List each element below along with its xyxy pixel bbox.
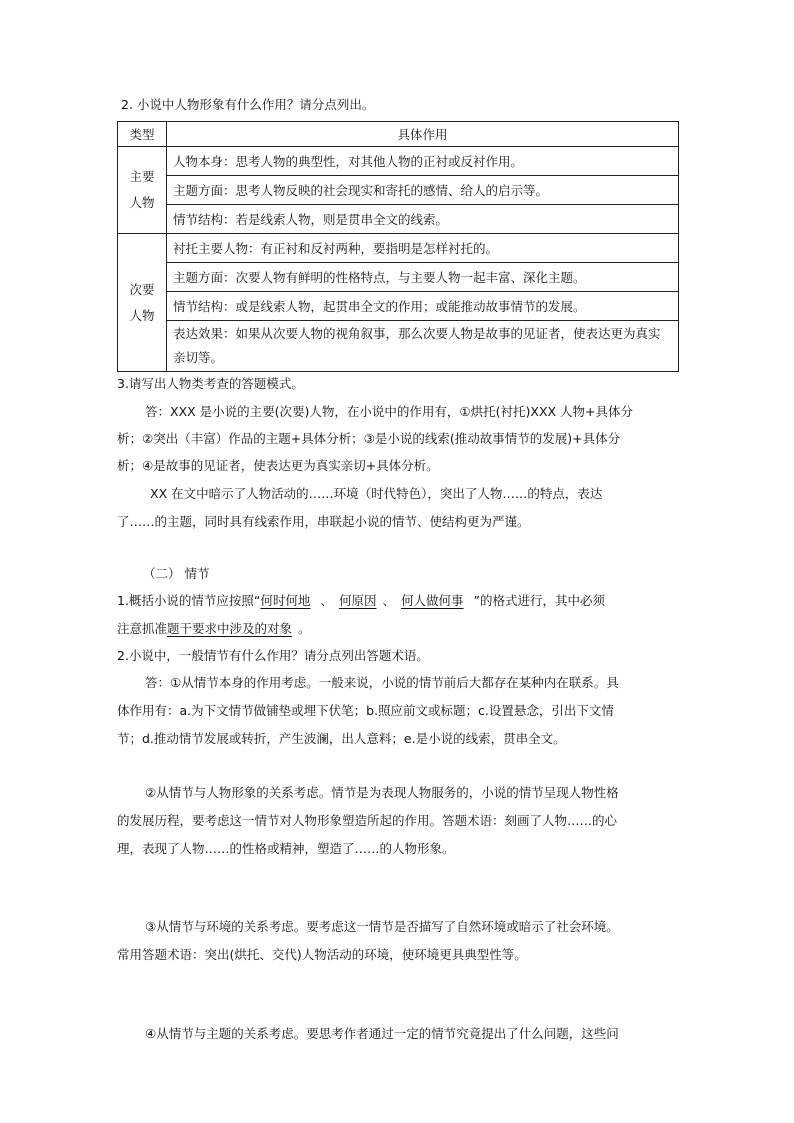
table-cell: 衬托主要人物：有正衬和反衬两种，要指明是怎样衬托的。 [167,234,679,263]
answer-line: 常用答题术语：突出(烘托、交代)人物活动的环境，使环境更具典型性等。 [117,947,527,962]
table-row [118,147,679,176]
table-cell: 主题方面：次要人物有鲜明的性格特点，与主要人物一起丰富、深化主题。 [167,263,679,292]
question-3-heading: 3.请写出人物类考查的答题模式。 [117,376,304,391]
text: 注意抓准 [117,621,168,636]
text: 1.概括小说的情节应按照“ [117,593,261,608]
table-cell: 人物本身：思考人物的典型性，对其他人物的正衬或反衬作用。 [167,147,679,176]
section-title-plot: （二） 情节 [143,566,210,581]
answer-line: 的发展历程，要考虑这一情节对人物形象塑造所起的作用。答题术语：刻画了人物……的心 [117,813,618,828]
table-cell: 情节结构：或是线索人物，起贯串全文的作用；或能推动故事情节的发展。 [167,292,679,321]
answer-line: 节；d.推动情节发展或转折，产生波澜，出人意料；e.是小说的线索，贯串全文。 [117,731,566,746]
table-row [118,234,679,263]
answer-line: ③从情节与环境的关系考虑。要考虑这一情节是否描写了自然环境或暗示了社会环境。 [145,919,619,934]
answer-blank: 题干要求中涉及的对象 [167,621,293,636]
plot-question-1-line2 [117,620,311,638]
type-cell-secondary [118,234,167,372]
table-row [118,205,679,234]
answer-line: 体作用有：a.为下文情节做铺垫或埋下伏笔；b.照应前文或标题；c.设置悬念，引出下文情 [117,703,614,718]
answer-line: ④从情节与主题的关系考虑。要思考作者通过一定的情节究竟提出了什么问题，这些问 [145,1026,619,1041]
table-cell: 表达效果：如果从次要人物的视角叙事，那么次要人物是故事的见证者，使表达更为真实亲切等。 [167,321,679,372]
plot-question-1 [117,592,605,610]
type-label-line1: 次要 [129,281,155,297]
plot-question-2-heading: 2.小说中，一般情节有什么作用？请分点列出答题术语。 [117,648,429,663]
answer-blank: 何时何地 [260,593,311,608]
answer-line: 析；②突出（丰富）作品的主题+具体分析；③是小说的线索(推动故事情节的发展)+具体分 [117,431,621,446]
table-cell: 主题方面：思考人物反映的社会现实和寄托的感情、给人的启示等。 [167,176,679,205]
answer-line: 析；④是故事的见证者，使表达更为真实亲切+具体分析。 [117,458,439,473]
answer-line: 答：①从情节本身的作用考虑。一般来说，小说的情节前后大都存在某种内在联系。具 [145,675,619,690]
text: 、 [382,593,395,608]
answer-line: 答：XXX 是小说的主要(次要)人物，在小说中的作用有，①烘托(衬托)XXX 人物+具体分 [145,404,634,419]
text: ”的格式进行，其中必须 [473,593,605,608]
answer-line: XX 在文中暗示了人物活动的……环境（时代特色），突出了人物……的特点，表达 [150,486,603,501]
table-header-row [118,122,679,147]
text: 。 [298,621,311,636]
table-row [118,292,679,321]
table-row [118,321,679,372]
answer-line: 了……的主题，同时具有线索作用，串联起小说的情节、使结构更为严谨。 [117,514,530,529]
answer-blank: 何人做何事 [400,593,464,608]
answer-line: ②从情节与人物形象的关系考虑。情节是为表现人物服务的，小说的情节呈现人物性格 [145,785,619,800]
text: 、 [320,593,333,608]
table-cell: 情节结构：若是线索人物，则是贯串全文的线索。 [167,205,679,234]
type-cell-main [118,147,167,234]
question-2-heading: 2. 小说中人物形象有什么作用？请分点列出。 [121,97,375,112]
type-label-line1: 主要 [129,169,155,184]
table-header-type: 类型 [118,122,167,147]
answer-blank: 何原因 [338,593,377,608]
character-role-table [117,121,679,372]
type-label-line2: 人物 [129,195,155,210]
table-header-function: 具体作用 [167,122,679,147]
table-row [118,263,679,292]
answer-line: 理，表现了人物……的性格或精神，塑造了……的人物形象。 [117,841,455,856]
table-row [118,176,679,205]
type-label-line2: 人物 [129,307,155,323]
